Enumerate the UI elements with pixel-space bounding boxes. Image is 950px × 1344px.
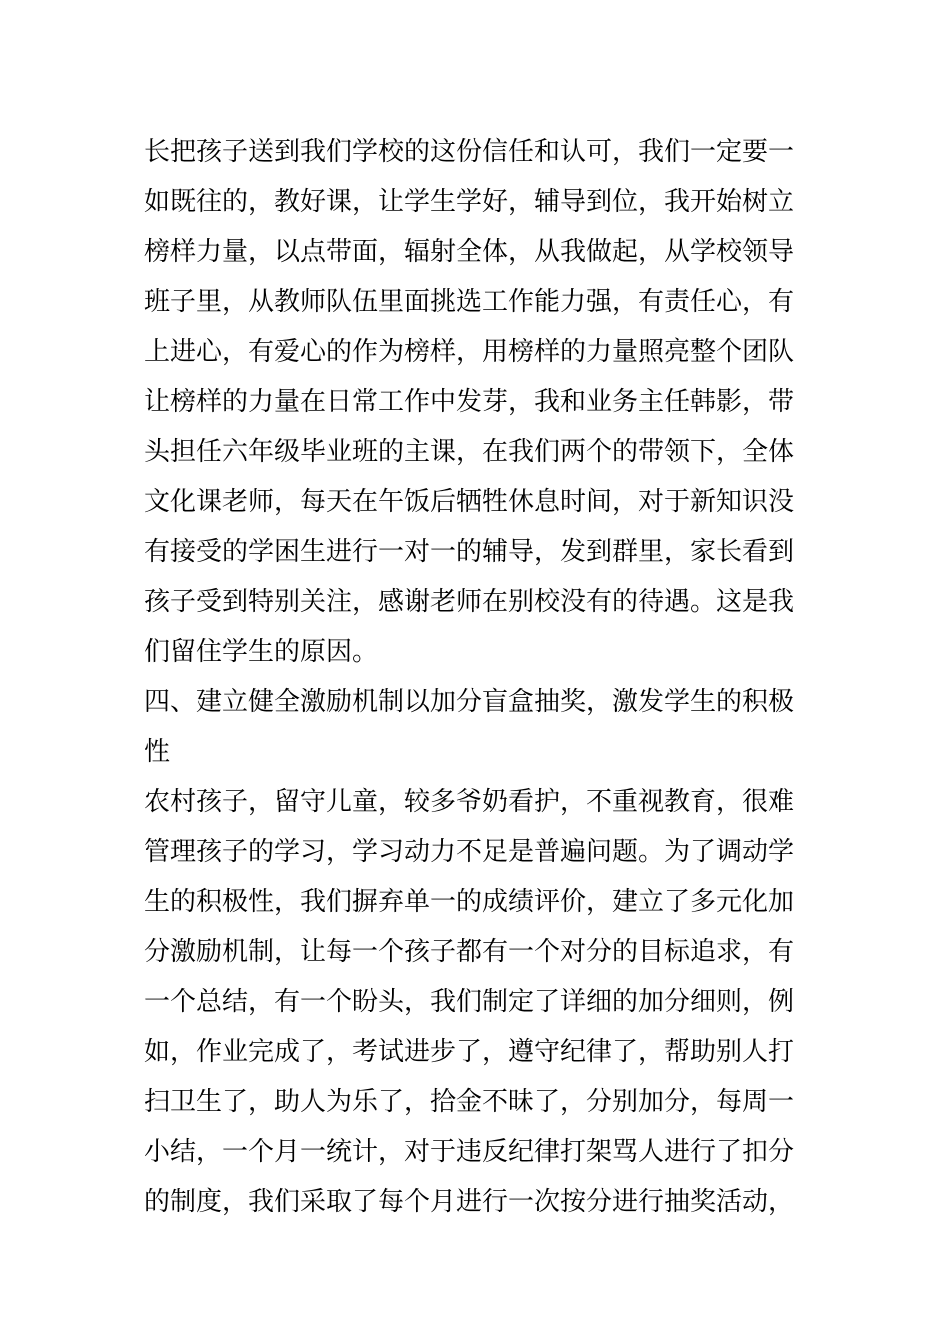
text-line: 如，作业完成了，考试进步了，遵守纪律了，帮助别人打 [144,1037,795,1067]
text-line: 班子里，从教师队伍里面挑选工作能力强，有责任心，有 [144,287,795,317]
text-line: 农村孩子，留守儿童，较多爷奶看护，不重视教育，很难 [144,787,795,817]
text-line: 上进心，有爱心的作为榜样，用榜样的力量照亮整个团队 [144,337,795,367]
text-line: 孩子受到特别关注，感谢老师在别校没有的待遇。这是我 [144,587,795,617]
text-line: 扫卫生了，助人为乐了，拾金不昧了，分别加分，每周一 [144,1087,795,1117]
section-heading: 四、建立健全激励机制以加分盲盒抽奖，激发学生的积极 [144,687,795,717]
text-line: 们留住学生的原因。 [144,637,379,667]
text-line: 文化课老师，每天在午饭后牺牲休息时间，对于新知识没 [144,487,795,517]
text-line: 榜样力量，以点带面，辐射全体，从我做起，从学校领导 [144,237,795,267]
text-line: 让榜样的力量在日常工作中发芽，我和业务主任韩影，带 [144,387,795,417]
text-line: 分激励机制，让每一个孩子都有一个对分的目标追求，有 [144,937,795,967]
text-line: 一个总结，有一个盼头，我们制定了详细的加分细则，例 [144,987,795,1017]
text-line: 如既往的，教好课，让学生学好，辅导到位，我开始树立 [144,187,795,217]
body-text [144,127,824,1227]
section-heading: 性 [144,737,171,767]
text-line: 的制度，我们采取了每个月进行一次按分进行抽奖活动， [144,1187,795,1217]
text-line: 小结，一个月一统计，对于违反纪律打架骂人进行了扣分 [144,1137,795,1167]
text-line: 管理孩子的学习，学习动力不足是普遍问题。为了调动学 [144,837,795,867]
text-line: 头担任六年级毕业班的主课，在我们两个的带领下，全体 [144,437,795,467]
text-line: 长把孩子送到我们学校的这份信任和认可，我们一定要一 [144,137,795,167]
text-line: 生的积极性，我们摒弃单一的成绩评价，建立了多元化加 [144,887,795,917]
text-line: 有接受的学困生进行一对一的辅导，发到群里，家长看到 [144,537,795,567]
